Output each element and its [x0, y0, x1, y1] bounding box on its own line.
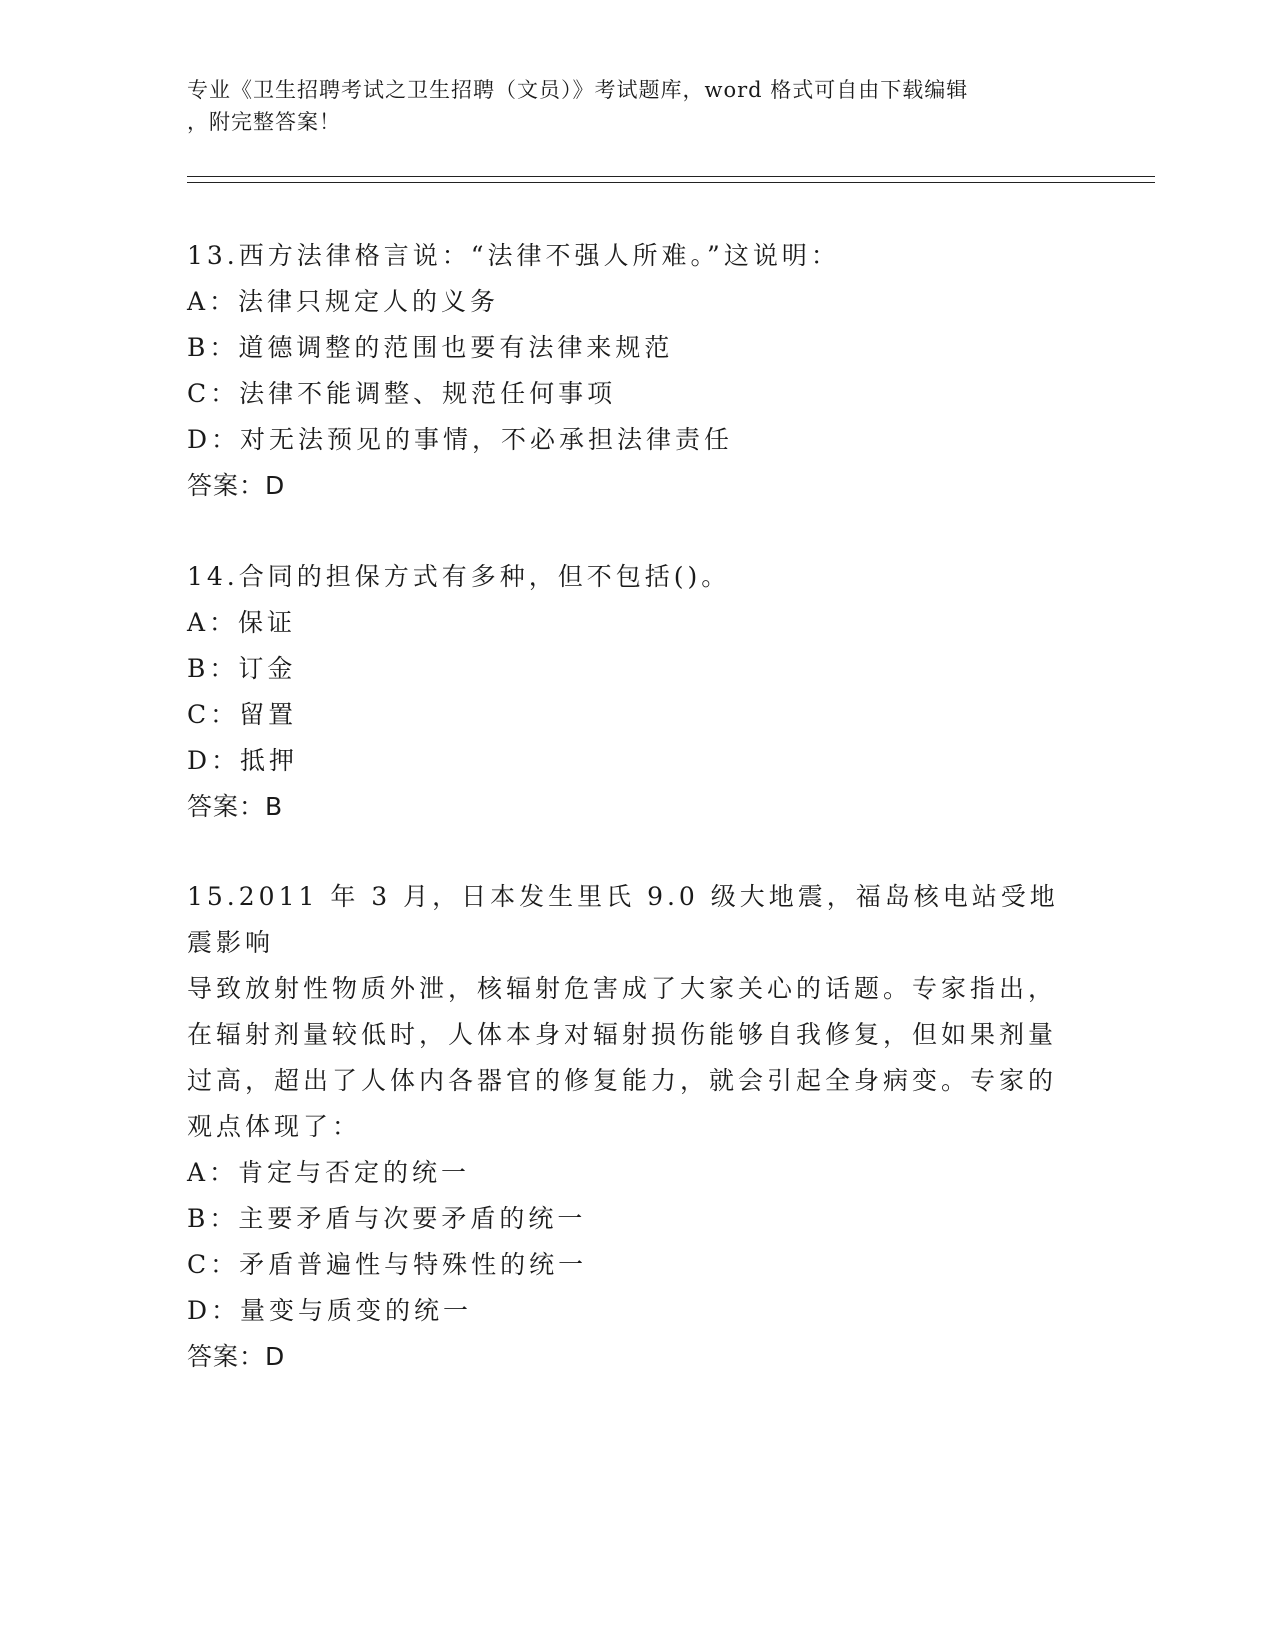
option-b: B：道德调整的范围也要有法律来规范 [187, 333, 674, 362]
header-line-1: 专业《卫生招聘考试之卫生招聘（文员）》考试题库，word 格式可自由下载编辑 [187, 78, 969, 102]
option-c: C：留置 [187, 700, 298, 729]
question-stem [187, 554, 1087, 600]
option-a: A：法律只规定人的义务 [187, 287, 500, 316]
stem-line: 13.西方法律格言说：“法律不强人所难。”这说明： [187, 241, 840, 270]
question-stem [187, 874, 1087, 1150]
stem-line: 在辐射剂量较低时，人体本身对辐射损伤能够自我修复，但如果剂量 [187, 1020, 1058, 1049]
header-line-2: ，附完整答案！ [187, 110, 341, 134]
option-d: D：量变与质变的统一 [187, 1296, 473, 1325]
stem-line: 15.2011 年 3 月，日本发生里氏 9.0 级大地震，福岛核电站受地震影响 [187, 882, 1059, 957]
header-divider-top [187, 176, 1155, 177]
option-c: C：矛盾普遍性与特殊性的统一 [187, 1250, 588, 1279]
answer: 答案：D [187, 471, 286, 500]
document-header [187, 74, 1067, 138]
answer: 答案：B [187, 792, 284, 821]
stem-line: 过高，超出了人体内各器官的修复能力，就会引起全身病变。专家的 [187, 1066, 1058, 1095]
question-stem [187, 233, 1087, 279]
option-a: A：保证 [187, 608, 297, 637]
header-divider-bottom [187, 182, 1155, 183]
answer: 答案：D [187, 1342, 286, 1371]
question-14 [187, 554, 1087, 830]
question-13 [187, 233, 1087, 509]
option-b: B：主要矛盾与次要矛盾的统一 [187, 1204, 587, 1233]
question-15 [187, 874, 1087, 1380]
stem-line: 导致放射性物质外泄，核辐射危害成了大家关心的话题。专家指出， [187, 974, 1058, 1003]
stem-line: 观点体现了： [187, 1112, 362, 1141]
option-c: C：法律不能调整、规范任何事项 [187, 379, 617, 408]
option-d: D：对无法预见的事情，不必承担法律责任 [187, 425, 734, 454]
stem-line: 14.合同的担保方式有多种，但不包括()。 [187, 562, 731, 591]
option-a: A：肯定与否定的统一 [187, 1158, 471, 1187]
option-d: D：抵押 [187, 746, 299, 775]
option-b: B：订金 [187, 654, 297, 683]
